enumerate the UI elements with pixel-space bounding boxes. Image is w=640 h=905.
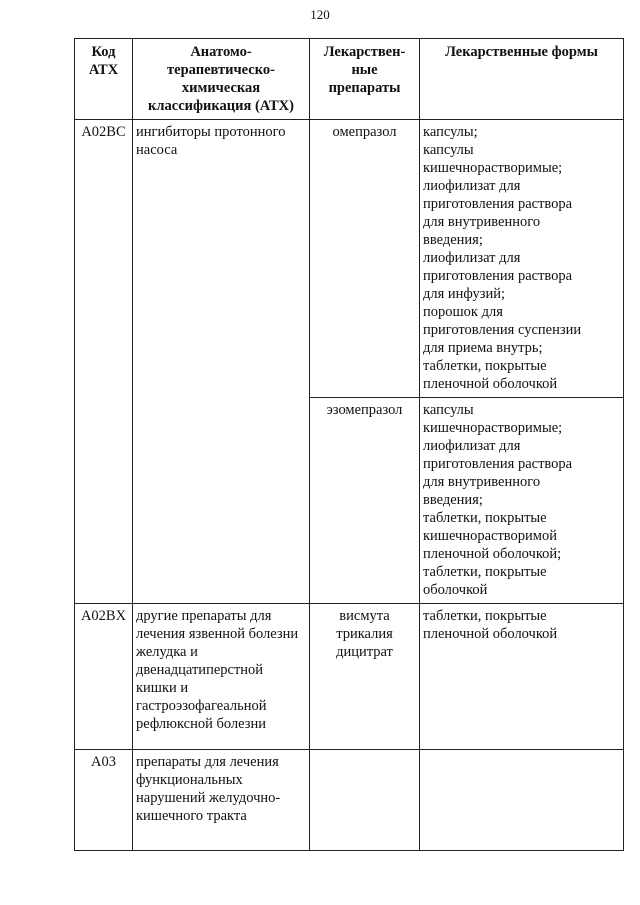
cell-line: нарушений желудочно- [136, 790, 281, 806]
cell-line: кишечнорастворимой [423, 528, 557, 544]
table-row [75, 604, 624, 750]
cell-line: капсулы [423, 142, 474, 158]
cell-line: таблетки, покрытые [423, 608, 547, 624]
cell-line: таблетки, покрытые [423, 358, 547, 374]
cell-line: двенадцатиперстной [136, 662, 264, 678]
cell-line: лиофилизат для [423, 178, 521, 194]
cell-line: приготовления суспензии [423, 322, 582, 338]
cell-line: оболочкой [423, 582, 488, 598]
cell-line: кишечнорастворимые; [423, 160, 563, 176]
forms-cell [420, 398, 624, 604]
cell-line: для внутривенного [423, 214, 541, 230]
cell-line: порошок для [423, 304, 503, 320]
cell-line: трикалия [336, 626, 393, 642]
table-row [75, 750, 624, 851]
cell-line: для приема внутрь; [423, 340, 543, 356]
cell-line: Анатомо- [190, 44, 252, 60]
header-classification [133, 39, 310, 120]
drug-cell [310, 120, 420, 398]
classification-cell [133, 750, 310, 851]
cell-line: приготовления раствора [423, 456, 573, 472]
cell-line: таблетки, покрытые [423, 564, 547, 580]
header-forms [420, 39, 624, 120]
page-number: 120 [310, 7, 330, 22]
cell-line: таблетки, покрытые [423, 510, 547, 526]
cell-line: препараты [328, 80, 401, 96]
cell-line: введения; [423, 492, 483, 508]
cell-line: кишечного тракта [136, 808, 247, 824]
forms-cell [420, 604, 624, 750]
atx-table [74, 38, 624, 851]
drug-cell [310, 398, 420, 604]
cell-line: препараты для лечения [136, 754, 279, 770]
cell-line: функциональных [136, 772, 243, 788]
cell-line: лиофилизат для [423, 438, 521, 454]
forms-cell [420, 120, 624, 398]
cell-line: омепразол [332, 124, 397, 140]
cell-line: кишечнорастворимые; [423, 420, 563, 436]
cell-line: химическая [181, 80, 261, 96]
cell-line: ингибиторы протонного [136, 124, 286, 140]
cell-line: Код [91, 44, 116, 60]
classification-cell [133, 120, 310, 604]
atx-code-cell: A03 [75, 750, 133, 851]
header-code [75, 39, 133, 120]
drug-cell [310, 750, 420, 851]
cell-line: пленочной оболочкой; [423, 546, 562, 562]
cell-line: ные [351, 62, 378, 78]
cell-line: лиофилизат для [423, 250, 521, 266]
cell-line: классификация (АТХ) [148, 98, 294, 114]
drug-cell [310, 604, 420, 750]
cell-line: Лекарствен- [323, 44, 406, 60]
cell-line: висмута [339, 608, 390, 624]
cell-line: введения; [423, 232, 483, 248]
cell-line: желудка и [136, 644, 198, 660]
atx-code-cell: A02BX [75, 604, 133, 750]
cell-line: приготовления раствора [423, 268, 573, 284]
cell-line: рефлюксной болезни [136, 716, 267, 732]
atx-code-cell: A02BC [75, 120, 133, 604]
cell-line: пленочной оболочкой [423, 376, 558, 392]
cell-line: Лекарственные формы [445, 44, 598, 60]
cell-line: эзомепразол [326, 402, 403, 418]
cell-line: для внутривенного [423, 474, 541, 490]
cell-line: приготовления раствора [423, 196, 573, 212]
classification-cell [133, 604, 310, 750]
cell-line: АТХ [88, 62, 119, 78]
cell-line: терапевтическо- [167, 62, 275, 78]
cell-line: другие препараты для [136, 608, 272, 624]
header-drugs [310, 39, 420, 120]
cell-line: для инфузий; [423, 286, 505, 302]
cell-line: лечения язвенной болезни [136, 626, 299, 642]
cell-line: кишки и [136, 680, 189, 696]
forms-cell [420, 750, 624, 851]
cell-line: капсулы [423, 402, 474, 418]
cell-line: капсулы; [423, 124, 478, 140]
table-header-row [75, 39, 624, 120]
cell-line: пленочной оболочкой [423, 626, 558, 642]
cell-line: насоса [136, 142, 178, 158]
cell-line: гастроэзофагеальной [136, 698, 267, 714]
cell-line: дицитрат [336, 644, 393, 660]
table-row [75, 120, 624, 398]
